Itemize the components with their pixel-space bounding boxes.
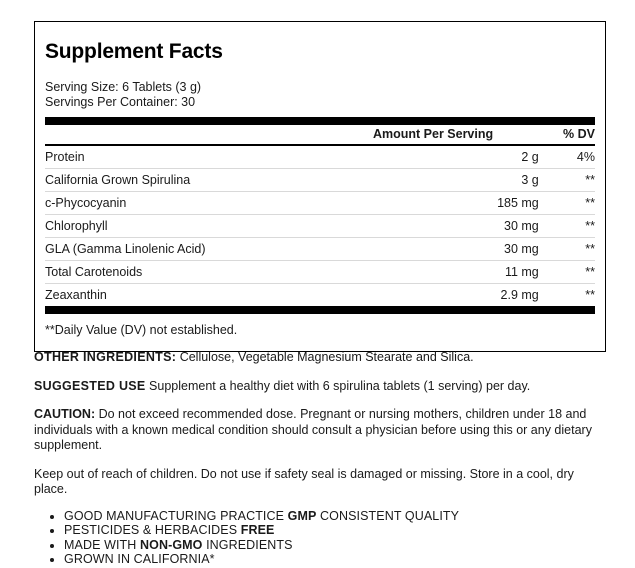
nutrient-daily-value: ** bbox=[539, 192, 595, 215]
nutrient-daily-value: ** bbox=[539, 215, 595, 238]
nutrient-name: Zeaxanthin bbox=[45, 288, 107, 303]
nutrient-name: c-Phycocyanin bbox=[45, 192, 327, 215]
claim-item: • MADE WITH NON-GMO INGREDIENTS bbox=[64, 539, 594, 553]
nutrient-daily-value: 4% bbox=[539, 145, 595, 169]
suggested-use-paragraph bbox=[34, 379, 594, 395]
nutrient-amount: 30 mg bbox=[327, 215, 538, 238]
nutrient-name: GLA (Gamma Linolenic Acid) bbox=[45, 238, 327, 261]
nutrient-name: Total Carotenoids bbox=[45, 261, 327, 284]
nutrient-row bbox=[45, 284, 595, 307]
amount-column-header: Amount Per Serving bbox=[327, 125, 538, 145]
nutrient-daily-value: ** bbox=[539, 261, 595, 284]
suggested-use-label: SUGGESTED USE bbox=[34, 378, 146, 393]
nutrient-name: California Grown Spirulina bbox=[45, 169, 327, 192]
other-ingredients-label: OTHER INGREDIENTS: bbox=[34, 350, 177, 364]
panel-title: Supplement Facts bbox=[45, 40, 223, 63]
top-rule bbox=[45, 117, 595, 125]
nutrient-daily-value: ** bbox=[539, 238, 595, 261]
claim-item: • GOOD MANUFACTURING PRACTICE GMP CONSISTENT QUALITY bbox=[64, 510, 594, 524]
nutrient-amount: 3 g bbox=[327, 169, 538, 192]
supplement-facts-panel bbox=[34, 21, 606, 352]
nutrient-row bbox=[45, 192, 595, 215]
caution-label: CAUTION: bbox=[34, 407, 96, 421]
claim-item: • PESTICIDES & HERBACIDES FREE bbox=[64, 524, 594, 538]
nutrient-name: Protein bbox=[45, 145, 327, 169]
suggested-use-text: Supplement a healthy diet with 6 spirulina tablets (1 serving) per day. bbox=[145, 378, 531, 393]
bottom-rule bbox=[45, 306, 595, 314]
nutrient-row bbox=[45, 238, 595, 261]
other-ingredients-paragraph bbox=[34, 350, 594, 366]
nutrient-amount: 30 mg bbox=[327, 238, 538, 261]
caution-paragraph bbox=[34, 407, 594, 454]
nutrition-table bbox=[45, 125, 595, 306]
nutrient-amount: 11 mg bbox=[327, 261, 538, 284]
claim-item: • GROWN IN CALIFORNIA* bbox=[64, 553, 594, 567]
nutrient-amount: 2 g bbox=[327, 145, 538, 169]
caution-text: Do not exceed recommended dose. Pregnant or nursing mothers, children under 18 and individuals with a known medical condition should consult a physician before using this or any dietary supplement. bbox=[34, 407, 592, 452]
daily-value-footnote: **Daily Value (DV) not established. bbox=[45, 323, 238, 338]
serving-info bbox=[45, 80, 595, 110]
servings-per-container: Servings Per Container: 30 bbox=[45, 95, 196, 110]
storage-paragraph: Keep out of reach of children. Do not use if safety seal is damaged or missing. Store in a cool, dry place. bbox=[34, 466, 574, 496]
label-body-copy bbox=[34, 350, 594, 568]
claim-emphasis: GMP bbox=[287, 508, 317, 523]
dv-column-header: % DV bbox=[539, 125, 595, 145]
nutrient-name: Chlorophyll bbox=[45, 215, 327, 238]
nutrient-daily-value: ** bbox=[585, 288, 595, 303]
nutrient-row bbox=[45, 169, 595, 192]
nutrient-row bbox=[45, 215, 595, 238]
nutrient-row bbox=[45, 145, 595, 169]
product-claims-list bbox=[34, 510, 594, 567]
serving-size: Serving Size: 6 Tablets (3 g) bbox=[45, 80, 202, 95]
other-ingredients-text: Cellulose, Vegetable Magnesium Stearate and Silica. bbox=[176, 350, 474, 364]
nutrient-daily-value: ** bbox=[539, 169, 595, 192]
nutrient-amount: 2.9 mg bbox=[500, 288, 539, 303]
claim-emphasis: FREE bbox=[240, 523, 275, 537]
claim-emphasis: NON-GMO bbox=[140, 537, 203, 552]
nutrient-row bbox=[45, 261, 595, 284]
nutrient-amount: 185 mg bbox=[327, 192, 538, 215]
table-header-row bbox=[45, 125, 595, 145]
